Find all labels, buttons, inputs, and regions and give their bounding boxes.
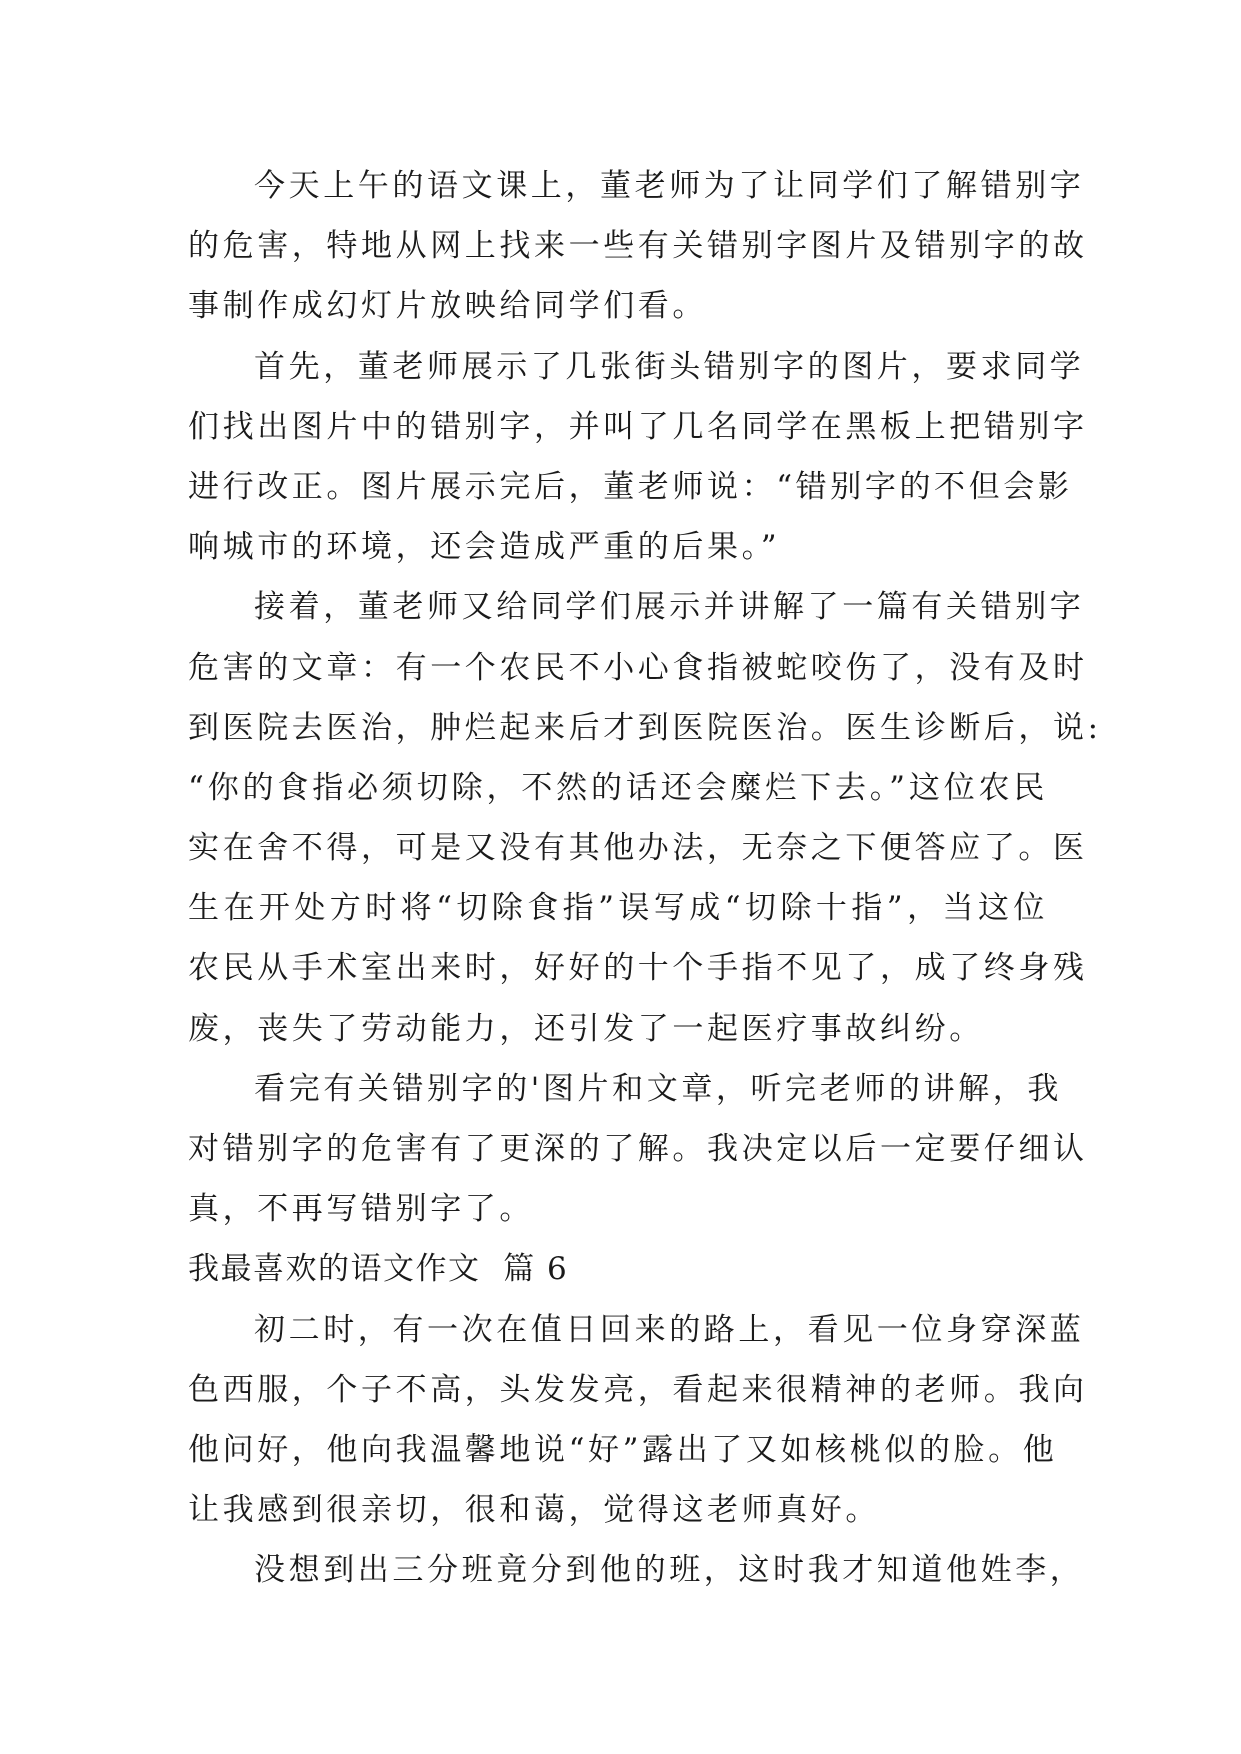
paragraph-line: 真，不再写错别字了。 [188, 1191, 534, 1228]
paragraph-line: 今天上午的语文课上，董老师为了让同学们了解错别字 [254, 168, 1085, 204]
paragraph-line: 响城市的环境，还会造成严重的后果。” [188, 529, 781, 566]
paragraph-3 [188, 577, 1102, 1059]
paragraph-5 [188, 1300, 1088, 1541]
paragraph-line: 们找出图片中的错别字，并叫了几名同学在黑板上把错别字 [188, 408, 1088, 445]
paragraph-line: 农民从手术室出来时，好好的十个手指不见了，成了终身残 [188, 950, 1088, 987]
paragraph-line: 事制作成幻灯片放映给同学们看。 [188, 288, 707, 325]
paragraph-line: 接着，董老师又给同学们展示并讲解了一篇有关错别字 [254, 589, 1085, 626]
paragraph-1 [188, 156, 1088, 337]
paragraph-line: 生在开处方时将“切除食指”误写成“切除十指”，当这位 [188, 890, 1048, 927]
paragraph-line: 到医院去医治，肿烂起来后才到医院医治。医生诊断后，说: [188, 709, 1102, 746]
paragraph-line: 没想到出三分班竟分到他的班，这时我才知道他姓李， [254, 1552, 1085, 1589]
paragraph-line: “你的食指必须切除，不然的话还会糜烂下去。”这位农民 [188, 769, 1048, 806]
paragraph-line: 初二时，有一次在值日回来的路上，看见一位身穿深蓝 [254, 1311, 1085, 1348]
paragraph-line: 危害的文章：有一个农民不小心食指被蛇咬伤了，没有及时 [188, 649, 1088, 686]
paragraph-line: 首先，董老师展示了几张街头错别字的图片，要求同学 [254, 348, 1085, 385]
paragraph-line: 对错别字的危害有了更深的了解。我决定以后一定要仔细认 [188, 1131, 1088, 1167]
paragraph-line: 废，丧失了劳动能力，还引发了一起医疗事故纠纷。 [188, 1010, 984, 1047]
paragraph-line: 进行改正。图片展示完后，董老师说：“错别字的不但会影 [188, 468, 1073, 505]
paragraph-line: 看完有关错别字的'图片和文章，听完老师的讲解，我 [254, 1070, 1062, 1107]
paragraph-line: 让我感到很亲切，很和蔼，觉得这老师真好。 [188, 1492, 880, 1529]
paragraph-line: 的危害，特地从网上找来一些有关错别字图片及错别字的故 [188, 228, 1088, 265]
paragraph-line: 实在舍不得，可是又没有其他办法，无奈之下便答应了。医 [188, 830, 1088, 867]
section-heading: 我最喜欢的语文作文 篇 6 [188, 1251, 569, 1288]
document-body [188, 156, 1102, 1601]
paragraph-6 [188, 1540, 1085, 1600]
paragraph-line: 色西服，个子不高，头发发亮，看起来很精神的老师。我向 [188, 1371, 1088, 1408]
paragraph-2 [188, 337, 1088, 578]
paragraph-4 [188, 1059, 1088, 1240]
paragraph-line: 他问好，他向我温馨地说“好”露出了又如核桃似的脸。他 [188, 1431, 1058, 1468]
